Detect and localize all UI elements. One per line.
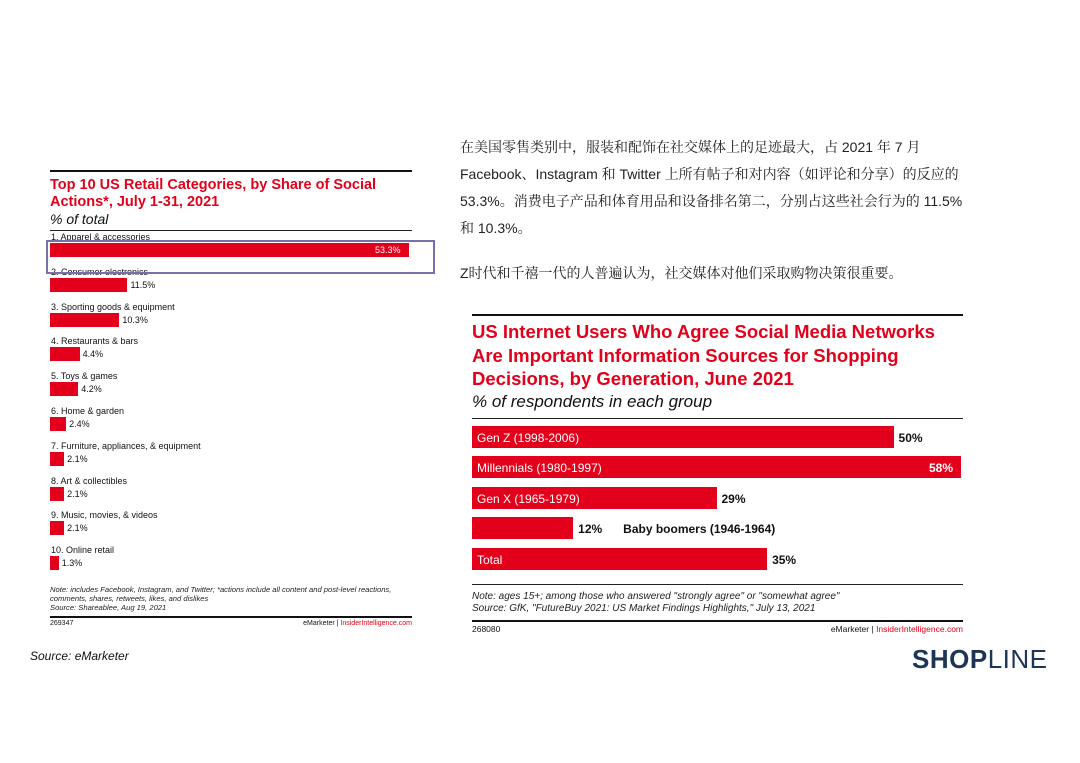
brand-emarketer: eMarketer	[303, 619, 335, 627]
bar-row	[50, 301, 412, 336]
chart-bars	[472, 424, 963, 577]
chart-source: Source: GfK, "FutureBuy 2021: US Market Findings Highlights," July 13, 2021	[472, 603, 816, 614]
category-label: 4. Restaurants & bars	[51, 336, 139, 347]
category-label: 5. Toys & games	[51, 371, 118, 382]
chart-subtitle: % of respondents in each group	[472, 391, 713, 411]
paragraph-one: 在美国零售类别中，服装和配饰在社交媒体上的足迹最大，占 2021 年 7 月 Facebook、Instagram 和 Twitter 上所有帖子和对内容（如评论和分享）的反应的 53.3%。消费电子产品和体育用品和设备排名第二，分别占这些社会行为的 11.5% 和 10.3%。	[460, 139, 963, 236]
category-label: 10. Online retail	[51, 545, 115, 556]
chart-rule	[472, 418, 963, 419]
highlight-box	[46, 240, 435, 274]
value-label: 2.1%	[67, 523, 88, 534]
bar	[472, 517, 573, 539]
value-label: 35%	[772, 552, 797, 567]
bar	[50, 382, 78, 396]
brand-emarketer: eMarketer	[830, 624, 870, 634]
bar-row	[50, 335, 412, 370]
category-label: Baby boomers (1946-1964)	[623, 522, 776, 536]
value-label: 50%	[898, 430, 923, 445]
category-label: Gen X (1965-1979)	[477, 491, 580, 506]
value-label: 12%	[578, 522, 603, 536]
bar-row	[472, 424, 963, 455]
brand-insider: InsiderIntelligence.com	[340, 619, 412, 627]
value-label: 53.3%	[375, 245, 401, 255]
bar-row	[50, 370, 412, 405]
chart-bars	[50, 231, 412, 579]
chart-footer	[50, 616, 412, 629]
generation-chart	[472, 314, 963, 634]
description-text	[460, 134, 980, 287]
bar	[50, 521, 64, 535]
category-label: 3. Sporting goods & equipment	[51, 301, 175, 312]
category-label: 6. Home & garden	[51, 405, 125, 416]
bar	[50, 487, 64, 501]
bar-row	[50, 405, 412, 440]
chart-title: Top 10 US Retail Categories, by Share of Social Actions*, July 1-31, 2021	[50, 177, 377, 210]
value-label: 29%	[721, 491, 746, 506]
chart-title: US Internet Users Who Agree Social Media Networks Are Important Information Sources for Shopping Decisions, by Generation, June 2021	[472, 321, 935, 389]
chart-footer	[472, 620, 963, 634]
chart-id: 269347	[50, 619, 74, 627]
value-label: 58%	[929, 461, 954, 475]
category-label: Gen Z (1998-2006)	[477, 430, 580, 445]
chart-top-rule	[472, 314, 963, 316]
source-caption: Source: eMarketer	[30, 649, 129, 663]
brand-insider: InsiderIntelligence.com	[876, 624, 963, 634]
category-label: 9. Music, movies, & videos	[51, 510, 158, 521]
bar	[50, 313, 119, 327]
value-label: 1.3%	[61, 558, 83, 569]
category-label: 2. Consumer electronics	[51, 266, 149, 277]
chart-source: Source: Shareablee, Aug 19, 2021	[50, 602, 167, 612]
value-label: 2.4%	[69, 418, 90, 429]
bar	[50, 417, 66, 431]
value-label: 11.5%	[130, 279, 156, 290]
bar-row	[472, 454, 963, 485]
category-label: Millennials (1980-1997)	[477, 461, 602, 475]
value-label: 2.1%	[67, 453, 88, 464]
chart-note	[50, 585, 412, 612]
brand-separator: |	[336, 619, 339, 627]
chart-note-text: Note: includes Facebook, Instagram, and Twitter; *actions include all content and post-level reactions, comments, shares, retweets, likes, and dislikes	[50, 584, 392, 603]
bar-row	[472, 515, 963, 546]
logo-part-two: LINE	[987, 644, 1048, 674]
category-label: Total	[477, 552, 503, 567]
bar-row	[472, 546, 963, 577]
logo-part-one: SHOP	[912, 644, 988, 674]
brand-separator: |	[871, 624, 874, 634]
chart-note	[472, 591, 963, 615]
bar-row	[50, 475, 412, 510]
bar-row	[472, 485, 963, 516]
chart-brand	[831, 624, 963, 634]
category-label: 8. Art & collectibles	[51, 475, 128, 486]
value-label: 2.1%	[67, 488, 88, 499]
chart-subtitle: % of total	[50, 211, 109, 227]
chart-bottom-rule	[472, 584, 963, 585]
bar	[50, 452, 64, 466]
chart-brand	[303, 620, 412, 627]
chart-top-rule	[50, 170, 412, 172]
bar	[50, 347, 80, 361]
category-label: 7. Furniture, appliances, & equipment	[51, 440, 201, 451]
bar-row	[50, 440, 412, 475]
bar	[472, 548, 767, 570]
chart-id: 268080	[472, 624, 501, 634]
value-label: 4.2%	[81, 384, 102, 395]
bar-row	[50, 544, 412, 579]
paragraph-two: Z时代和千禧一代的人普遍认为，社交媒体对他们采取购物决策很重要。	[460, 265, 903, 281]
value-label: 10.3%	[122, 314, 148, 325]
bar	[50, 556, 59, 570]
retail-categories-chart	[50, 170, 412, 629]
bar-row	[50, 509, 412, 544]
bar	[50, 278, 127, 292]
category-label: 1. Apparel & accessories	[51, 232, 151, 242]
shopline-logo	[912, 644, 1048, 675]
value-label: 4.4%	[82, 349, 104, 360]
chart-note-text: Note: ages 15+; among those who answered "strongly agree" or "somewhat agree"	[472, 591, 840, 602]
